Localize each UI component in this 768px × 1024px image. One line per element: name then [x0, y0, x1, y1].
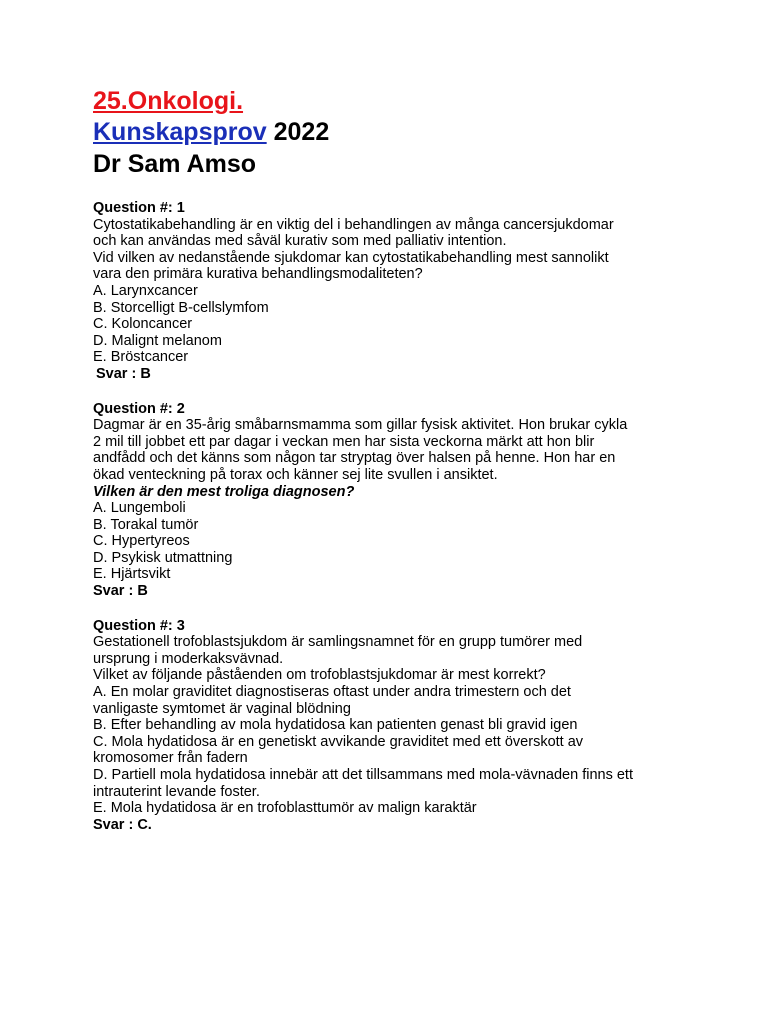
- answer-option: kromosomer från fadern: [93, 750, 248, 767]
- answer-option: E. Hjärtsvikt: [93, 566, 171, 583]
- question-text-line: Cytostatikabehandling är en viktig del i behandlingen av många cancersjukdomar: [93, 216, 614, 233]
- correct-answer: Svar : B: [96, 365, 151, 382]
- question-text-line: vara den primära kurativa behandlingsmodaliteten?: [93, 266, 423, 283]
- question-text-line: Vid vilken av nedanstående sjukdomar kan cytostatikabehandling mest sannolikt: [93, 249, 609, 266]
- question-prompt: Vilken är den mest troliga diagnosen?: [93, 483, 355, 500]
- document-subtitle-line: [93, 117, 733, 148]
- answer-option: vanligaste symtomet är vaginal blödning: [93, 700, 351, 717]
- question-text-line: ökad venteckning på torax och känner sej lite svullen i ansiktet.: [93, 466, 498, 483]
- answer-option: B. Efter behandling av mola hydatidosa kan patienten genast bli gravid igen: [93, 717, 578, 734]
- answer-option: C. Hypertyreos: [93, 533, 190, 550]
- answer-option: B. Storcelligt B-cellslymfom: [93, 299, 269, 316]
- author-name: Dr Sam Amso: [93, 150, 257, 178]
- title-number-link[interactable]: 25.Onkologi.: [93, 87, 244, 115]
- answer-option: E. Mola hydatidosa är en trofoblasttumör av malign karaktär: [93, 800, 477, 817]
- answer-option: E. Bröstcancer: [93, 349, 189, 366]
- document-page: [93, 86, 733, 833]
- question-3: [93, 618, 733, 834]
- answer-options: [93, 500, 733, 583]
- answer-option: D. Malignt melanom: [93, 332, 222, 349]
- answer-options: [93, 283, 733, 366]
- correct-answer: Svar : B: [93, 583, 148, 600]
- question-heading: Question #: 1: [93, 200, 185, 216]
- question-text-line: 2 mil till jobbet ett par dagar i veckan men har sista veckorna märkt att hon blir: [93, 433, 595, 450]
- answer-option: D. Partiell mola hydatidosa innebär att det tillsammans med mola-vävnaden finns ett: [93, 767, 633, 783]
- question-text-line: Gestationell trofoblastsjukdom är samlingsnamnet för en grupp tumörer med: [93, 634, 583, 651]
- answer-option: A. En molar graviditet diagnostiseras oftast under andra trimestern och det: [93, 684, 571, 701]
- question-text-line: och kan användas med såväl kurativ som med palliativ intention.: [93, 233, 507, 250]
- question-text-line: ursprung i moderkaksvävnad.: [93, 650, 284, 667]
- correct-answer: Svar : C.: [93, 816, 152, 833]
- question-heading: Question #: 2: [93, 400, 185, 417]
- document-title-line: [93, 86, 733, 117]
- title-kunskapsprov-link[interactable]: Kunskapsprov: [93, 118, 267, 146]
- answer-option: B. Torakal tumör: [93, 516, 199, 533]
- answer-option: C. Mola hydatidosa är en genetiskt avvikande graviditet med ett överskott av: [93, 733, 584, 750]
- question-text-line: andfådd och det känns som någon tar stryptag över halsen på henne. Hon har en: [93, 450, 616, 467]
- answer-option: C. Koloncancer: [93, 316, 193, 333]
- question-1: [93, 200, 733, 383]
- answer-option: D. Psykisk utmattning: [93, 549, 233, 566]
- answer-option: intrauterint levande foster.: [93, 783, 260, 800]
- question-text-line: Dagmar är en 35-årig småbarnsmamma som gillar fysisk aktivitet. Hon brukar cykla: [93, 417, 628, 434]
- answer-options: [93, 684, 733, 817]
- question-heading: Question #: 3: [93, 617, 185, 634]
- answer-option: A. Larynxcancer: [93, 282, 198, 299]
- question-2: [93, 401, 733, 600]
- title-year: 2022: [266, 118, 330, 146]
- question-text-line: Vilket av följande påståenden om trofoblastsjukdomar är mest korrekt?: [93, 667, 546, 684]
- answer-option: A. Lungemboli: [93, 500, 186, 517]
